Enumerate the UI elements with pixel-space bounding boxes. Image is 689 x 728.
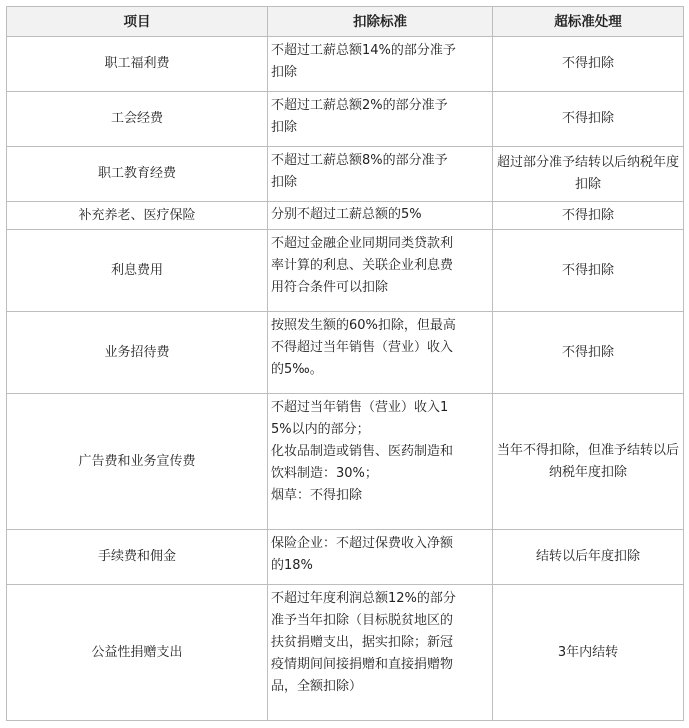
row-item-cell: 职工福利费 — [7, 37, 268, 92]
standard-text-line: 的18% — [271, 558, 313, 573]
table-row — [7, 230, 684, 312]
table-row — [7, 394, 684, 530]
standard-text-line: 烟草：不得扣除 — [271, 488, 363, 503]
row-item-cell: 利息费用 — [7, 230, 268, 312]
row-item-cell: 手续费和佣金 — [7, 530, 268, 585]
table-row — [7, 202, 684, 230]
standard-text-line: 扣除 — [271, 65, 298, 80]
row-standard-cell — [268, 92, 493, 147]
table-row — [7, 92, 684, 147]
row-item-cell: 工会经费 — [7, 92, 268, 147]
standard-text-line: 不得超过当年销售（营业）收入 — [271, 340, 454, 355]
standard-text-line: 扣除 — [271, 120, 298, 135]
standard-text-line: 分别不超过工薪总额的5% — [271, 207, 422, 222]
header-over-standard: 超标准处理 — [493, 7, 684, 37]
row-item-cell: 公益性捐赠支出 — [7, 585, 268, 721]
table-body — [7, 37, 684, 721]
row-over-standard-cell: 不得扣除 — [493, 37, 684, 92]
row-item-cell: 职工教育经费 — [7, 147, 268, 202]
standard-text-line: 不超过工薪总额8%的部分准予 — [271, 153, 448, 168]
standard-text-line: 饮料制造：30%； — [271, 466, 378, 481]
row-item-cell: 补充养老、医疗保险 — [7, 202, 268, 230]
standard-text-line: 品，全额扣除） — [271, 679, 363, 694]
header-standard: 扣除标准 — [268, 7, 493, 37]
row-standard-cell — [268, 530, 493, 585]
row-standard-cell — [268, 585, 493, 721]
standard-text-line: 扣除 — [271, 175, 298, 190]
row-standard-cell — [268, 202, 493, 230]
table-header-row — [7, 7, 684, 37]
standard-text-line: 率计算的利息、关联企业利息费 — [271, 258, 454, 273]
deduction-standards-table — [6, 6, 684, 721]
standard-text-line: 不超过工薪总额2%的部分准予 — [271, 98, 448, 113]
row-over-standard-cell: 不得扣除 — [493, 202, 684, 230]
standard-text-line: 用符合条件可以扣除 — [271, 280, 389, 295]
row-standard-cell — [268, 147, 493, 202]
row-standard-cell — [268, 37, 493, 92]
standard-text-line: 的5‰。 — [271, 362, 323, 377]
table-row — [7, 147, 684, 202]
row-standard-cell — [268, 230, 493, 312]
standard-text-line: 不超过金融企业同期同类贷款利 — [271, 236, 454, 251]
row-over-standard-cell: 结转以后年度扣除 — [493, 530, 684, 585]
row-standard-cell — [268, 394, 493, 530]
row-over-standard-cell: 不得扣除 — [493, 312, 684, 394]
table-row — [7, 585, 684, 721]
standard-text-line: 化妆品制造或销售、医药制造和 — [271, 444, 454, 459]
standard-text-line: 不超过当年销售（营业）收入1 — [271, 400, 449, 415]
row-standard-cell — [268, 312, 493, 394]
row-over-standard-cell: 当年不得扣除，但准予结转以后纳税年度扣除 — [493, 394, 684, 530]
table-row — [7, 530, 684, 585]
row-over-standard-cell: 超过部分准予结转以后纳税年度扣除 — [493, 147, 684, 202]
standard-text-line: 不超过工薪总额14%的部分准予 — [271, 43, 456, 58]
row-item-cell: 广告费和业务宣传费 — [7, 394, 268, 530]
row-item-cell: 业务招待费 — [7, 312, 268, 394]
standard-text-line: 扶贫捐赠支出，据实扣除；新冠 — [271, 635, 454, 650]
standard-text-line: 5%以内的部分； — [271, 422, 370, 437]
row-over-standard-cell: 不得扣除 — [493, 92, 684, 147]
standard-text-line: 按照发生额的60%扣除，但最高 — [271, 318, 456, 333]
standard-text-line: 不超过年度利润总额12%的部分 — [271, 591, 456, 606]
header-item: 项目 — [7, 7, 268, 37]
table-row — [7, 312, 684, 394]
standard-text-line: 保险企业：不超过保费收入净额 — [271, 536, 454, 551]
table-row — [7, 37, 684, 92]
standard-text-line: 准予当年扣除（目标脱贫地区的 — [271, 613, 454, 628]
standard-text-line: 疫情期间间接捐赠和直接捐赠物 — [271, 657, 454, 672]
row-over-standard-cell: 不得扣除 — [493, 230, 684, 312]
row-over-standard-cell: 3年内结转 — [493, 585, 684, 721]
